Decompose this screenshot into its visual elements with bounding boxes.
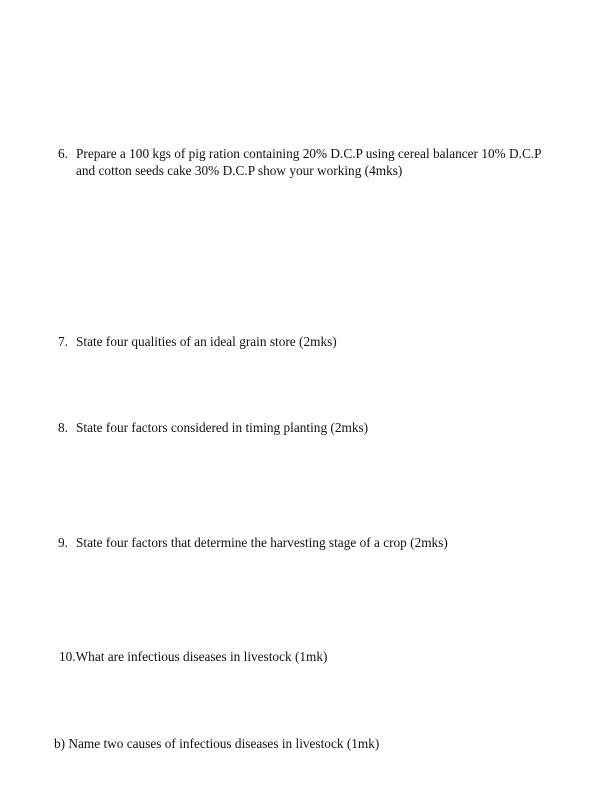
question-7	[58, 333, 337, 350]
question-9	[58, 534, 448, 551]
question-text: Name two causes of infectious diseases in livestock (1mk)	[68, 736, 380, 751]
question-text: State four factors considered in timing planting (2mks)	[76, 420, 369, 435]
question-text-line-1: Prepare a 100 kgs of pig ration containing 20% D.C.P using cereal balancer 10% D.C.P	[76, 146, 542, 161]
question-10	[59, 648, 327, 665]
question-number: 9.	[58, 535, 68, 550]
question-number: 8.	[58, 420, 68, 435]
question-8	[58, 419, 368, 436]
question-text: State four factors that determine the harvesting stage of a crop (2mks)	[76, 535, 448, 550]
question-text-line-2: and cotton seeds cake 30% D.C.P show your working (4mks)	[76, 163, 403, 178]
question-text: What are infectious diseases in livestock (1mk)	[75, 649, 328, 664]
question-text: State four qualities of an ideal grain store (2mks)	[76, 334, 337, 349]
question-number: 10.	[59, 649, 76, 664]
question-6	[58, 145, 542, 179]
question-number: 6.	[58, 146, 68, 161]
question-10b	[54, 735, 379, 752]
question-number: b)	[54, 736, 66, 751]
question-number: 7.	[58, 334, 68, 349]
